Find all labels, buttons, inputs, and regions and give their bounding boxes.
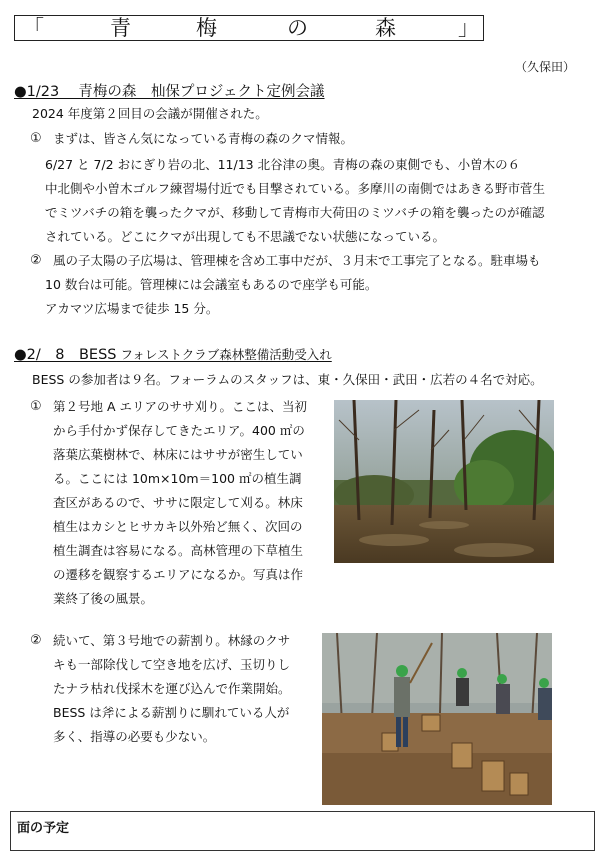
section2-item1-line: 落葉広葉樹林で、林床にはササが密生してい xyxy=(53,447,303,462)
section2-item2-line: BESS は斧による薪割りに馴れている人が xyxy=(53,705,290,720)
section1-item1-line: まずは、皆さん気になっている青梅の森のクマ情報。 xyxy=(53,131,354,146)
section2-item1-line: 業終了後の風景。 xyxy=(53,591,154,606)
section2-item2-line: キも一部除伐して空き地を広げ、玉切りし xyxy=(53,657,291,672)
title-box xyxy=(14,15,484,41)
section1-item2-line: 風の子太陽の子広場は、管理棟を含め工事中だが、３月末で工事完了となる。駐車場も xyxy=(53,253,541,268)
title-char-2: 梅 xyxy=(196,16,217,40)
section2-item2-line: たナラ枯れ伐採木を運び込んで作業開始。 xyxy=(53,681,291,696)
section2-item2-line: 続いて、第３号地での薪割り。林縁のクサ xyxy=(53,633,291,648)
section2-item1-line: る。ここには 10m×10m＝100 ㎡の植生調 xyxy=(53,471,302,486)
section2-item1-num: ① xyxy=(30,399,42,414)
title-char-3: の xyxy=(287,16,308,40)
forest-photo-1 xyxy=(334,400,554,563)
title-char-4: 森 xyxy=(375,16,396,40)
wood-splitting-photo xyxy=(322,633,552,805)
title-bracket-open: 「 xyxy=(23,16,44,40)
section1-item1-line: されている。どこにクマが出現しても不思議でない状態になっている。 xyxy=(45,229,446,244)
section2-item2-num: ② xyxy=(30,633,42,648)
section2-item1-line: 査区があるので、ササに限定して刈る。林床 xyxy=(53,495,303,510)
section1-item1-line: 6/27 と 7/2 おにぎり岩の北、11/13 北谷津の奥。青梅の森の東側でも、小曽木の６ xyxy=(45,157,521,172)
section1-item1-line: 中北側や小曽木ゴルフ練習場付近でも目撃されている。多摩川の南側ではあきる野市菅生 xyxy=(45,181,546,196)
section1-item2-line: 10 数台は可能。管理棟には会議室もあるので座学も可能。 xyxy=(45,277,378,292)
footer-label: 面の予定 xyxy=(17,821,70,836)
section1-item2-num: ② xyxy=(30,253,42,268)
section1-intro: 2024 年度第２回目の会議が開催された。 xyxy=(32,106,268,121)
section1-item1-num: ① xyxy=(30,131,42,146)
author: （久保田） xyxy=(515,60,576,74)
section2-item1-line: 植生はカシとヒサカキ以外殆ど無く、次回の xyxy=(53,519,303,534)
section2-item1-line: から手付かず保存してきたエリア。400 ㎡の xyxy=(53,423,305,438)
section2-heading-main: ●2/ 8 BESS xyxy=(14,347,117,363)
title-bracket-close: 」 xyxy=(458,16,479,40)
section2-heading-sub: フォレストクラブ森林整備活動受入れ xyxy=(116,347,332,362)
section2-item2-line: 多く、指導の必要も少ない。 xyxy=(53,729,216,744)
section2-item1-line: の遷移を観察するエリアになるか。写真は作 xyxy=(53,567,304,582)
section2-item1-line: 第２号地 A エリアのササ刈り。ここは、当初 xyxy=(53,399,307,414)
section2-item1-line: 植生調査は容易になる。高林管理の下草植生 xyxy=(53,543,304,558)
section2-heading xyxy=(14,346,332,364)
footer-box xyxy=(10,811,595,851)
section2-intro: BESS の参加者は９名。フォーラムのスタッフは、東・久保田・武田・広若の４名で対応。 xyxy=(32,372,543,387)
title-char-1: 青 xyxy=(110,16,131,40)
section1-item1-line: でミツバチの箱を襲ったクマが、移動して青梅市大荷田のミツバチの箱を襲ったのが確認 xyxy=(45,205,545,220)
section1-item2-line: アカマツ広場まで徒歩 15 分。 xyxy=(45,301,219,316)
section1-heading: ●1/23 青梅の森 杣保プロジェクト定例会議 xyxy=(14,84,325,100)
